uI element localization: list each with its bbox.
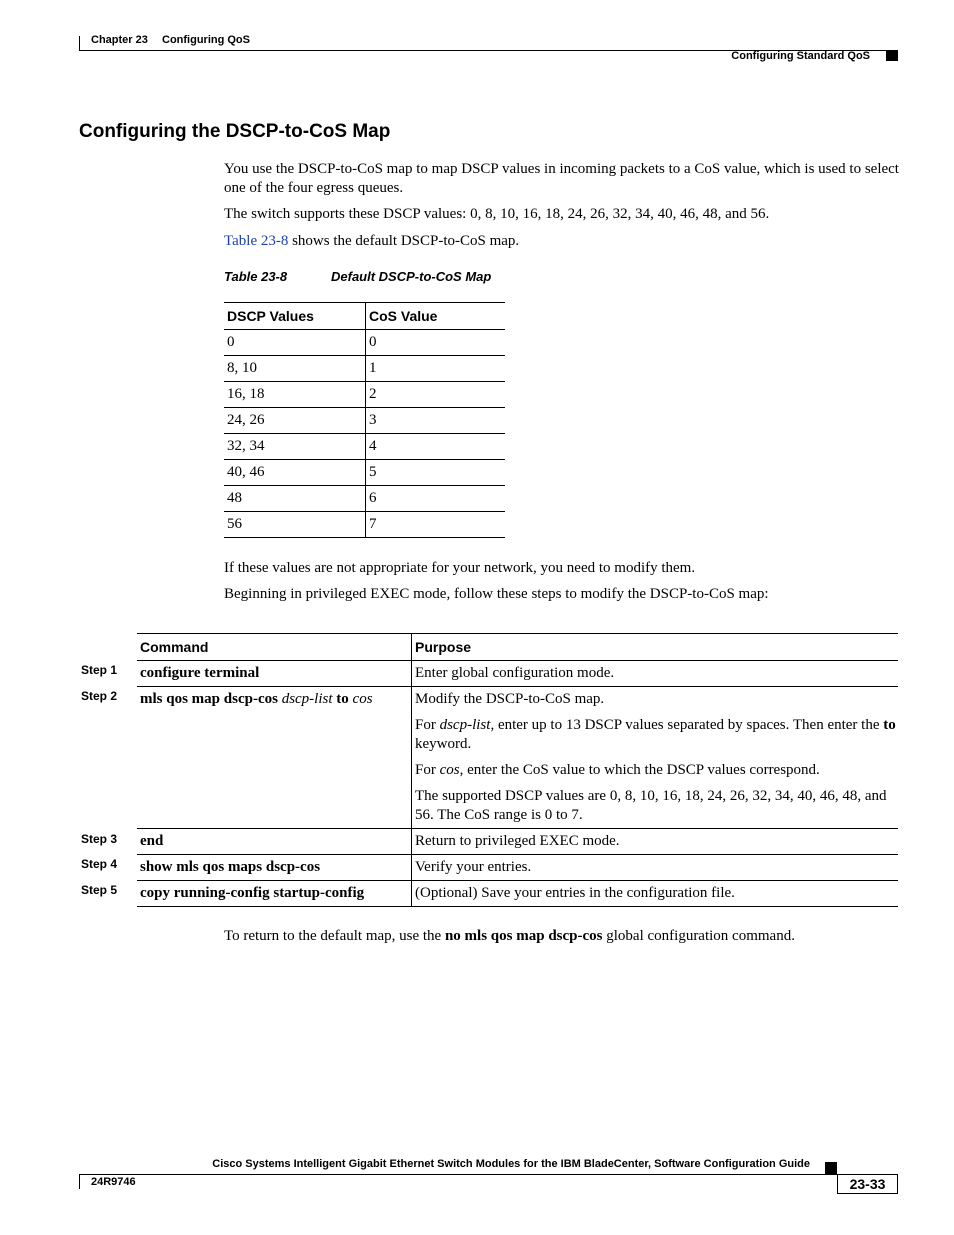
table-row bbox=[224, 330, 505, 356]
table-row bbox=[224, 434, 505, 460]
closing-text: global configuration command. bbox=[602, 928, 795, 944]
closing-command: no mls qos map dscp-cos bbox=[444, 928, 603, 944]
table-row bbox=[137, 661, 898, 687]
dscp-cell: 48 bbox=[224, 486, 366, 512]
purpose-cell: Verify your entries. bbox=[412, 855, 899, 881]
intro-paragraph-1: You use the DSCP-to-CoS map to map DSCP values in incoming packets to a CoS value, which is used to select one of the four egress queues. bbox=[224, 161, 899, 196]
table-row bbox=[224, 356, 505, 382]
dscp-cell: 56 bbox=[224, 512, 366, 538]
intro-paragraph-3-text: shows the default DSCP-to-CoS map. bbox=[288, 233, 520, 249]
intro-paragraph-3 bbox=[224, 232, 519, 251]
dscp-table-header-row bbox=[224, 303, 505, 330]
command-cell: configure terminal bbox=[137, 661, 412, 687]
purpose-cell: Enter global configuration mode. bbox=[412, 661, 899, 687]
purpose-paragraph: Modify the DSCP-to-CoS map. bbox=[415, 691, 605, 707]
section-title: Configuring the DSCP-to-CoS Map bbox=[79, 121, 391, 142]
table-caption-number: Table 23-8 bbox=[224, 269, 288, 284]
middle-paragraph-1: If these values are not appropriate for your network, you need to modify them. bbox=[224, 560, 696, 576]
command-header: Command bbox=[137, 634, 412, 661]
table-row bbox=[137, 881, 898, 907]
header-marker bbox=[886, 50, 898, 61]
purpose-text: , enter up to 13 DSCP values separated by spaces. Then enter the bbox=[490, 717, 884, 733]
table-link[interactable]: Table 23-8 bbox=[224, 233, 289, 249]
command-argument: cos bbox=[352, 691, 373, 707]
dscp-cell: 16, 18 bbox=[224, 382, 366, 408]
footer-left-rule bbox=[79, 1174, 80, 1189]
footer-title: Cisco Systems Intelligent Gigabit Ethernet Switch Modules for the IBM BladeCenter, Software Configuration Guide bbox=[212, 1158, 810, 1170]
table-row bbox=[224, 460, 505, 486]
command-cell bbox=[137, 687, 412, 829]
purpose-paragraph: The supported DSCP values are 0, 8, 10, 16, 18, 24, 26, 32, 34, 40, 46, 48, and 56. The CoS range is 0 to 7. bbox=[415, 788, 887, 823]
command-cell: copy running-config startup-config bbox=[137, 881, 412, 907]
table-caption-title: Default DSCP-to-CoS Map bbox=[331, 269, 492, 284]
purpose-paragraph bbox=[415, 716, 898, 754]
cos-cell: 3 bbox=[366, 408, 506, 434]
closing-paragraph bbox=[224, 927, 795, 946]
command-text: mls qos map dscp-cos bbox=[140, 691, 282, 707]
header-chapter: Chapter 23 bbox=[91, 34, 148, 46]
purpose-header: Purpose bbox=[412, 634, 899, 661]
header-section: Configuring Standard QoS bbox=[731, 50, 870, 62]
cos-cell: 4 bbox=[366, 434, 506, 460]
page-number-box: 23-33 bbox=[837, 1174, 898, 1194]
cos-cell: 1 bbox=[366, 356, 506, 382]
dscp-cell: 40, 46 bbox=[224, 460, 366, 486]
footer-rule bbox=[79, 1174, 898, 1175]
header-chapter-title: Configuring QoS bbox=[162, 34, 250, 46]
table-row bbox=[224, 486, 505, 512]
table-row bbox=[224, 512, 505, 538]
dscp-cell: 24, 26 bbox=[224, 408, 366, 434]
steps-header-row bbox=[137, 634, 898, 661]
step-label-5: Step 5 bbox=[81, 883, 118, 897]
purpose-cell: Return to privileged EXEC mode. bbox=[412, 829, 899, 855]
purpose-cell bbox=[412, 687, 899, 829]
table-row bbox=[224, 408, 505, 434]
table-row bbox=[137, 829, 898, 855]
dscp-header: DSCP Values bbox=[224, 303, 366, 330]
intro-paragraph-2: The switch supports these DSCP values: 0, 8, 10, 16, 18, 24, 26, 32, 34, 40, 46, 48, and 56. bbox=[224, 206, 770, 222]
cos-header: CoS Value bbox=[366, 303, 506, 330]
step-label-2: Step 2 bbox=[81, 689, 118, 703]
cos-cell: 0 bbox=[366, 330, 506, 356]
dscp-cos-table bbox=[224, 302, 505, 538]
step-label-4: Step 4 bbox=[81, 857, 118, 871]
footer-doc-number: 24R9746 bbox=[91, 1176, 136, 1188]
purpose-text: keyword. bbox=[415, 736, 472, 752]
cos-cell: 5 bbox=[366, 460, 506, 486]
steps-table bbox=[137, 633, 898, 907]
cos-cell: 2 bbox=[366, 382, 506, 408]
header-left-rule bbox=[79, 36, 80, 51]
middle-paragraph-2: Beginning in privileged EXEC mode, follow these steps to modify the DSCP-to-CoS map: bbox=[224, 586, 769, 602]
dscp-cell: 8, 10 bbox=[224, 356, 366, 382]
purpose-argument: dscp-list bbox=[439, 717, 491, 733]
cos-cell: 6 bbox=[366, 486, 506, 512]
dscp-cell: 0 bbox=[224, 330, 366, 356]
closing-text: To return to the default map, use the bbox=[224, 928, 445, 944]
step-label-1: Step 1 bbox=[81, 663, 118, 677]
purpose-argument: cos bbox=[439, 762, 460, 778]
purpose-paragraph bbox=[415, 761, 898, 780]
purpose-text: , enter the CoS value to which the DSCP values correspond. bbox=[459, 762, 820, 778]
footer-marker bbox=[825, 1162, 837, 1174]
purpose-cell: (Optional) Save your entries in the configuration file. bbox=[412, 881, 899, 907]
step-label-3: Step 3 bbox=[81, 832, 118, 846]
command-cell: end bbox=[137, 829, 412, 855]
purpose-text: For bbox=[415, 762, 440, 778]
table-row bbox=[137, 687, 898, 829]
purpose-keyword: to bbox=[883, 717, 896, 733]
dscp-cell: 32, 34 bbox=[224, 434, 366, 460]
command-cell: show mls qos maps dscp-cos bbox=[137, 855, 412, 881]
table-row bbox=[137, 855, 898, 881]
command-keyword: to bbox=[332, 691, 353, 707]
cos-cell: 7 bbox=[366, 512, 506, 538]
command-argument: dscp-list bbox=[281, 691, 333, 707]
purpose-text: For bbox=[415, 717, 440, 733]
table-row bbox=[224, 382, 505, 408]
